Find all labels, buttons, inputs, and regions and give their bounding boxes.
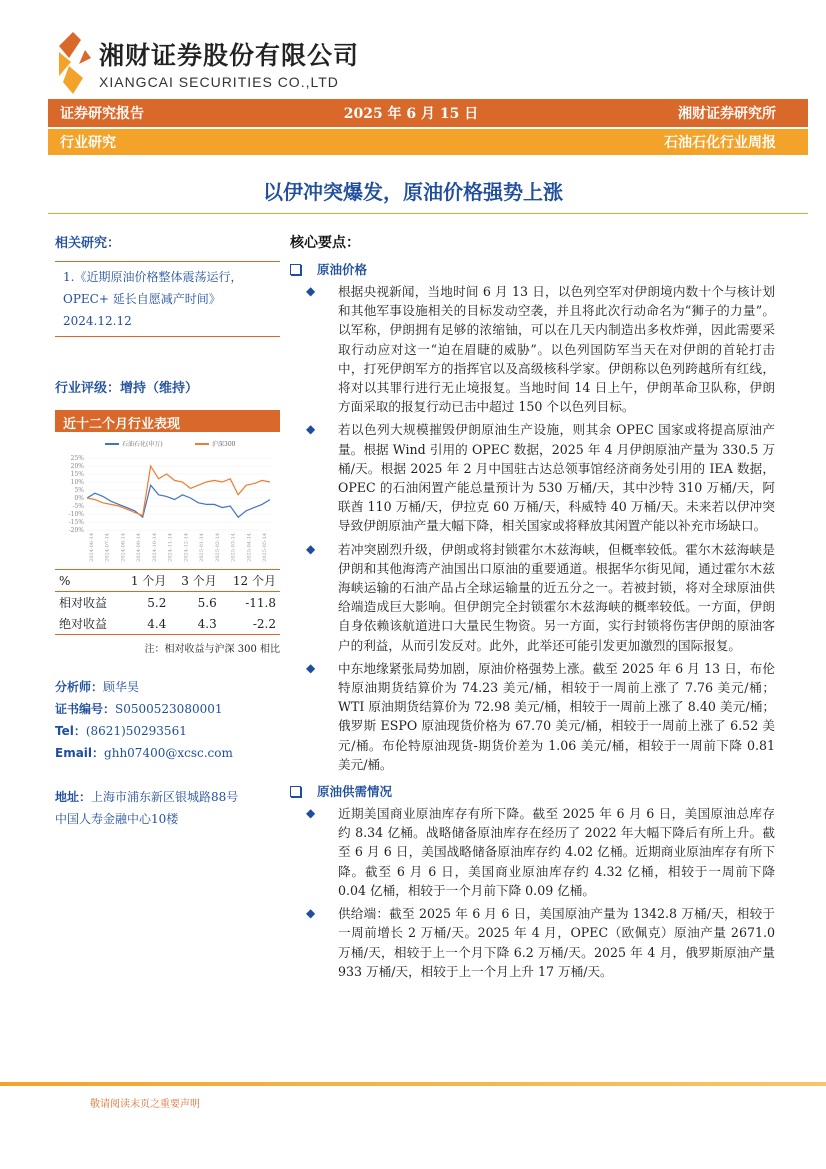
related-research-label: 相关研究：	[55, 236, 121, 251]
cert-label: 证书编号：	[55, 702, 116, 716]
table-note: 注：相对收益与沪深 300 相比	[144, 644, 280, 655]
x-tick-label: 2024-09-14	[136, 533, 143, 562]
col-header: 1 个月	[130, 574, 167, 588]
x-tick-label: 2025-03-14	[230, 533, 237, 562]
y-tick-label: 20%	[70, 463, 84, 470]
checkbox-bullet-icon	[290, 786, 301, 797]
list-item	[290, 282, 800, 416]
x-tick-label: 2025-02-14	[214, 533, 221, 562]
section-title: 原油价格	[317, 262, 368, 277]
company-name-cn: 湘财证券股份有限公司	[99, 41, 360, 70]
diamond-bullet-icon: ◆	[306, 906, 316, 921]
paragraph: 根据央视新闻，当地时间 6 月 13 日，以色列空军对伊朗境内数十个与核计划和其他军事设施相关的目标发动空袭，并且将此次行动命名为“狮子的力量”。以军称，伊朗拥有足够的浓缩铀，可以在几天内制造出多枚炸弹，因此需要采取行动应对这一“迫在眉睫的威胁”。以色列国防军当天在对伊朗的首轮打击中，打死伊朗军方的指挥官以及高级核科学家。伊朗称以色列跨越所有红线，将对以其罪行进行无止境报复。当地时间 14 日上午，伊朗革命卫队称，伊朗方面采取的报复行动已击中超过 150 个以色列目标。	[338, 284, 775, 415]
legend-label: 石油石化(申万)	[122, 441, 163, 448]
sidebar	[55, 232, 280, 655]
diamond-bullet-icon: ◆	[306, 541, 316, 556]
y-tick-label: -20%	[68, 527, 84, 534]
table-row	[55, 613, 280, 635]
logo-mark-icon	[55, 32, 91, 94]
page-title: 以伊冲突爆发，原油价格强势上涨	[263, 180, 563, 204]
series-line-1	[87, 466, 270, 516]
divider	[48, 213, 808, 214]
list-item	[290, 540, 800, 655]
address-line2: 中国人寿金融中心10楼	[55, 812, 179, 826]
col-header: 12 个月	[232, 574, 276, 588]
footer-divider	[0, 1082, 826, 1086]
cell: 5.6	[197, 595, 217, 610]
x-tick-label: 2024-06-14	[89, 533, 95, 562]
paragraph: 若以色列大规模摧毁伊朗原油生产设施，则其余 OPEC 国家或将提高原油产量。根据 Wind 引用的 OPEC 数据，2025 年 4 月伊朗原油产量为 330.5 万桶/天。根据 2025 年 2 月中国驻古达总领事馆经济商务处引用的 IEA 数据，OPEC 的石油闲置产能总量预计为 530 万桶/天，其中沙特 310 万桶/天，阿联酋 110 万桶/天，伊拉克 60 万桶/天，科威特 40 万桶/天。未来若以伊冲突导致伊朗原油产量大幅下降，相关国家或将释放其闲置产能以补充市场缺口。	[338, 422, 775, 534]
x-tick-label: 2024-08-14	[120, 533, 127, 562]
section-title: 原油供需情况	[317, 784, 393, 800]
email-link[interactable]: ghh07400@xcsc.com	[104, 746, 233, 760]
section-heading-oil-price	[290, 260, 800, 278]
y-tick-label: -15%	[68, 519, 84, 526]
list-item	[290, 659, 800, 774]
footer-disclaimer: 敬请阅读末页之重要声明	[90, 1099, 200, 1110]
cell: 绝对收益	[59, 617, 108, 631]
cell: 相对收益	[59, 596, 108, 610]
cell: -11.8	[245, 595, 276, 610]
list-item	[290, 804, 800, 900]
x-tick-label: 2025-05-14	[262, 533, 268, 562]
legend-label: 沪深300	[212, 441, 236, 448]
x-tick-label: 2025-01-14	[199, 533, 206, 562]
cell: 5.2	[147, 595, 167, 610]
institute: 湘财证券研究所	[678, 106, 776, 122]
paragraph: 中东地缘紧张局势加剧，原油价格强势上涨。截至 2025 年 6 月 13 日，布伦特原油期货结算价为 74.23 美元/桶，相较于一周前上涨了 7.76 美元/桶；WTI 原油期货结算价为 72.98 美元/桶，相较于一周前上涨了 8.40 美元/桶；俄罗斯 ESPO 原油现货价格为 67.70 美元/桶，相较于一周前上涨了 6.52 美元/桶。布伦特原油现货-期货价差为 1.06 美元/桶，相较于一周前下降 0.81 美元/桶。	[338, 660, 775, 772]
cell: 4.3	[197, 616, 217, 631]
paragraph: 近期美国商业原油库存有所下降。截至 2025 年 6 月 6 日，美国原油总库存约 8.34 亿桶。战略储备原油库存在经历了 2022 年大幅下降后有所上升。截至 6 月 6 日，美国战略储备原油库存约 4.02 亿桶。近期商业原油库存有所下降。截至 6 月 6 日，美国商业原油库存约 4.32 亿桶，相较于一周前下降 0.04 亿桶，相较于一个月前下降 0.09 亿桶。	[338, 806, 775, 898]
col-header: 3 个月	[181, 574, 217, 588]
analyst-info	[55, 676, 295, 830]
email-label: Email：	[55, 746, 105, 760]
company-logo	[55, 32, 359, 94]
address-line1: 上海市浦东新区银城路88号	[91, 790, 239, 804]
y-tick-label: 5%	[74, 487, 84, 494]
paragraph: 若冲突剧烈升级，伊朗或将封锁霍尔木兹海峡，但概率较低。霍尔木兹海峡是伊朗和其他海湾产油国出口原油的重要通道。根据华尔街见闻，通过霍尔木兹海峡运输的石油产品占全球运输量的近五分之一。若被封锁，将对全球原油供给端造成巨大影响。但伊朗完全封锁霍尔木兹海峡的概率较低。一方面，伊朗自身依赖该航道进口大量民生物资。另一方面，实行封锁将伤害伊朗的原油客户的利益，从而引发反对。此外，此举还可能引发更加激烈的国际报复。	[338, 541, 775, 653]
x-tick-label: 2024-12-14	[183, 533, 190, 562]
y-tick-label: 25%	[70, 455, 84, 462]
report-date: 2025 年 6 月 15 日	[343, 106, 479, 122]
paragraph: 供给端：截至 2025 年 6 月 6 日，美国原油产量为 1342.8 万桶/天，相较于一周前增长 2 万桶/天。2025 年 4 月，OPEC（欧佩克）原油产量 2671.0 万桶/天，相较于上一个月下降 6.2 万桶/天。2025 年 4 月，俄罗斯原油产量 933 万桶/天，相较于上一个月上升 17 万桶/天。	[338, 906, 775, 979]
checkbox-bullet-icon	[290, 264, 301, 275]
cell: -2.2	[252, 616, 276, 631]
company-name-en: XIANGCAI SECURITIES CO.,LTD	[99, 74, 339, 90]
analyst-label: 分析师：	[55, 680, 104, 694]
main-content	[290, 232, 800, 981]
report-series: 石油石化行业周报	[664, 135, 776, 151]
tel-label: Tel：	[55, 724, 86, 738]
diamond-bullet-icon: ◆	[306, 422, 316, 437]
performance-title: 近十二个月行业表现	[55, 410, 280, 432]
performance-table	[55, 569, 280, 635]
address-label: 地址：	[55, 790, 92, 804]
diamond-bullet-icon: ◆	[306, 284, 316, 298]
industry-rating: 行业评级：增持（维持）	[55, 381, 199, 396]
x-tick-label: 2024-10-14	[151, 533, 158, 562]
x-tick-label: 2024-07-14	[104, 533, 111, 562]
section-heading-supply-demand	[290, 782, 800, 800]
cert-number: S0500523080001	[115, 702, 223, 716]
cell: 4.4	[147, 616, 167, 631]
y-tick-label: 15%	[70, 471, 84, 478]
y-tick-label: 10%	[70, 479, 84, 486]
y-tick-label: -5%	[72, 503, 84, 510]
x-tick-label: 2025-04-14	[246, 533, 253, 562]
header-band-primary	[48, 99, 808, 127]
line-chart	[55, 434, 280, 569]
col-header: %	[59, 573, 71, 588]
related-title: 1.《近期原油价格整体震荡运行，OPEC+ 延长自愿减产时间》	[63, 270, 243, 306]
related-date: 2024.12.12	[63, 314, 132, 328]
header-band-secondary	[48, 129, 808, 155]
y-tick-label: 0%	[74, 495, 84, 502]
related-research-item[interactable]	[55, 261, 280, 337]
x-tick-label: 2024-11-14	[167, 533, 174, 562]
report-type: 证券研究报告	[60, 106, 144, 122]
list-item	[290, 420, 800, 535]
analyst-name: 顾华昊	[103, 680, 140, 694]
tel-number: (8621)50293561	[85, 724, 187, 738]
diamond-bullet-icon: ◆	[306, 806, 316, 821]
performance-chart	[55, 434, 280, 569]
list-item	[290, 904, 800, 981]
diamond-bullet-icon: ◆	[306, 660, 316, 675]
table-row	[55, 592, 280, 614]
report-category: 行业研究	[60, 135, 116, 151]
core-points-heading: 核心要点：	[290, 235, 360, 251]
y-tick-label: -10%	[68, 511, 84, 518]
